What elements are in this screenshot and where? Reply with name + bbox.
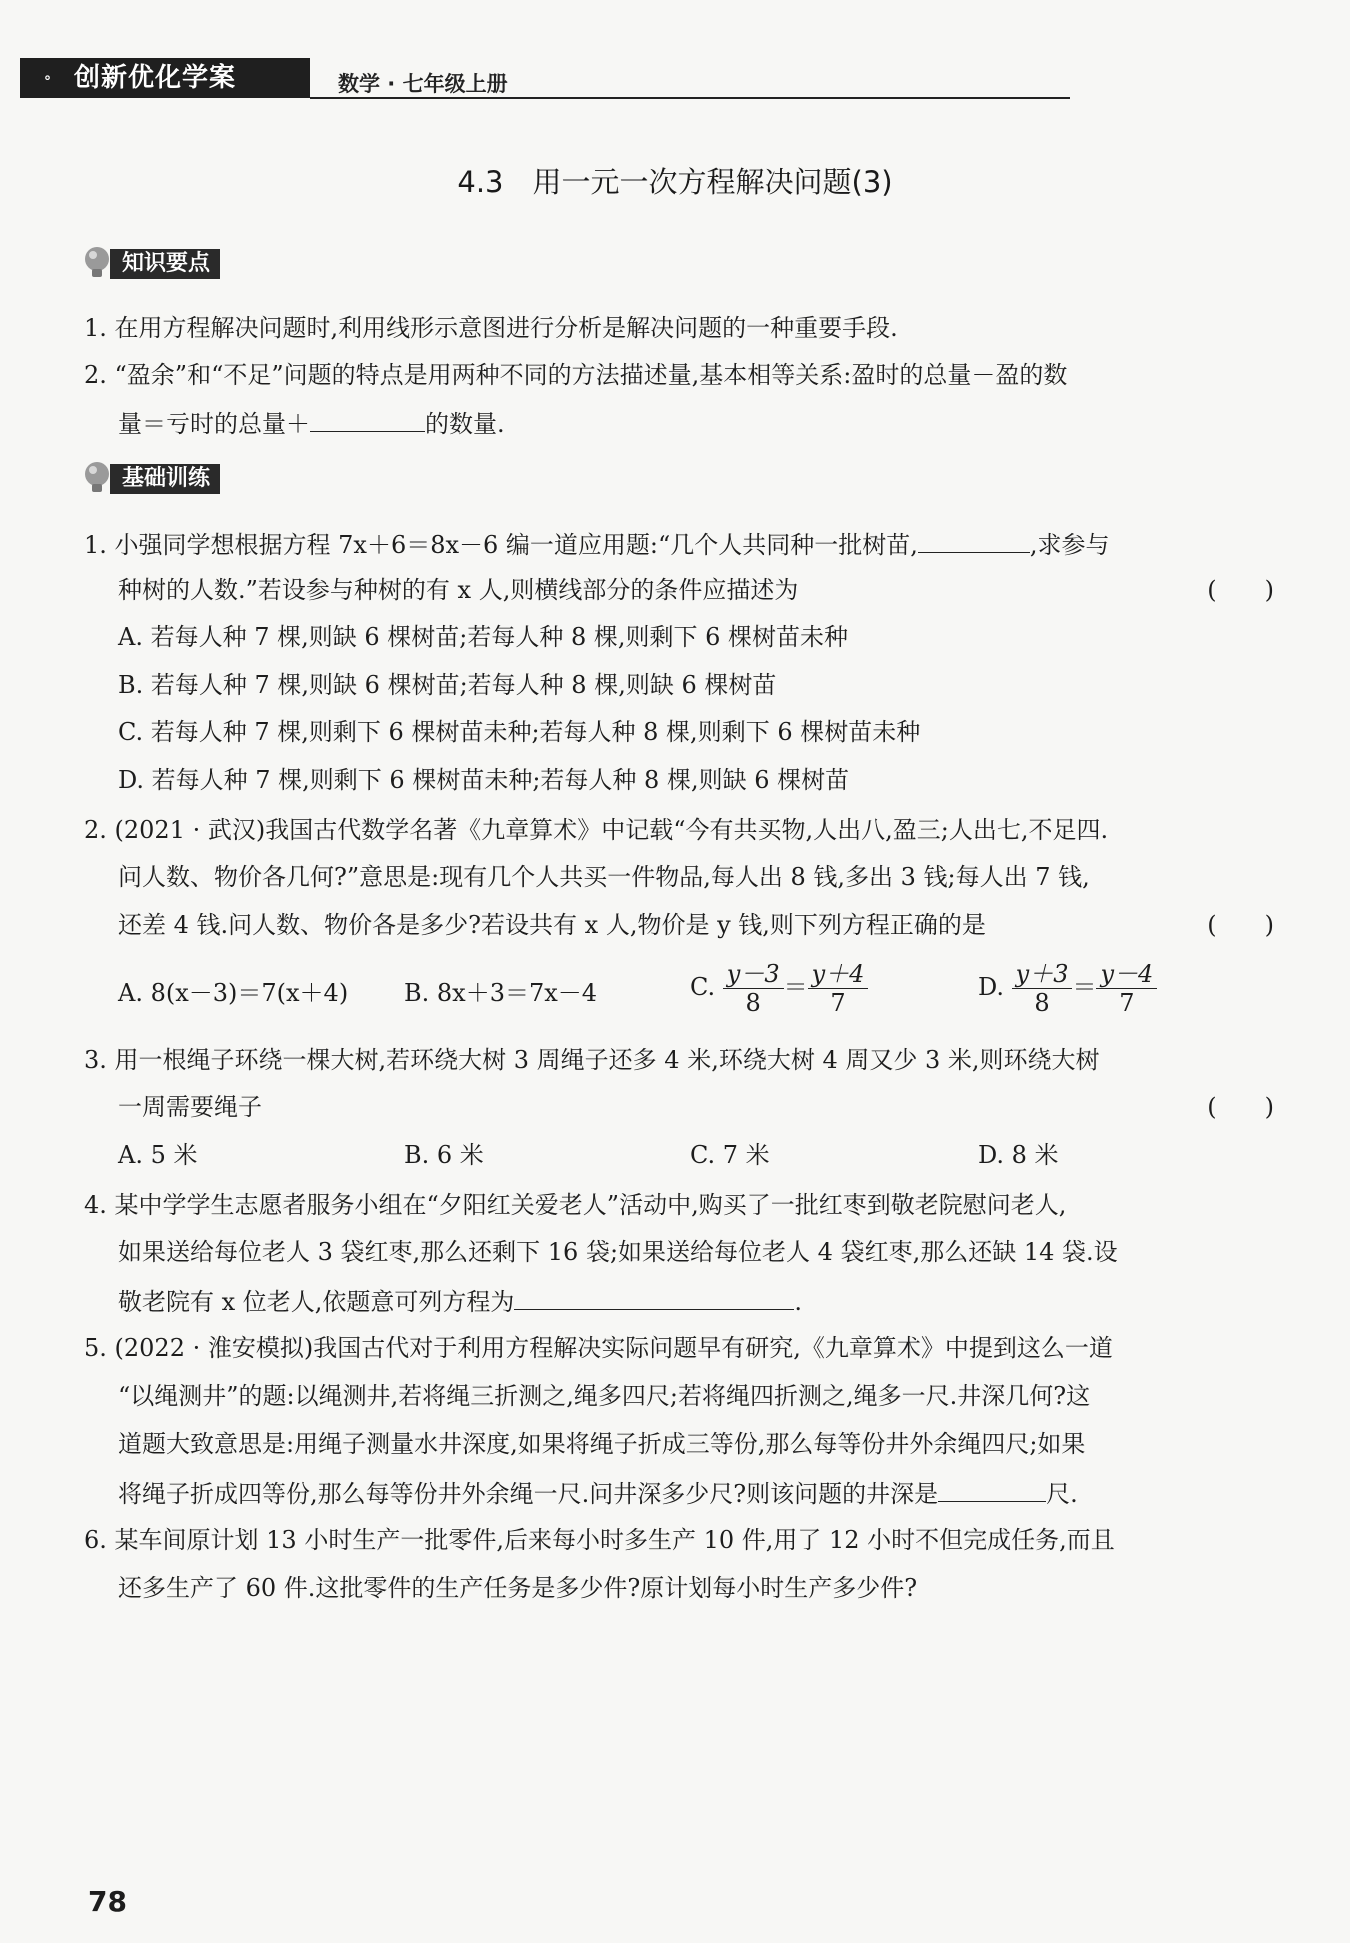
q5-text-tail: 尺. <box>1046 1480 1078 1508</box>
q4-line-3 <box>118 1285 1308 1317</box>
brand-dot-icon: ° <box>44 74 52 90</box>
q1-option-d[interactable]: D. 若每人种 7 棵,则剩下 6 棵树苗未种;若每人种 8 棵,则缺 6 棵树苗 <box>118 766 850 794</box>
knowledge-p2-tail: 的数量. <box>425 410 505 438</box>
denominator: 7 <box>1119 989 1135 1017</box>
q4-text-tail: . <box>794 1288 803 1316</box>
subject-label: 数学 · 七年级上册 <box>338 72 508 96</box>
denominator: 7 <box>830 989 846 1017</box>
q5-line-3: 道题大致意思是:用绳子测量水井深度,如果将绳子折成三等份,那么每等份井外余绳四尺;如果 <box>118 1430 1086 1458</box>
q1-option-b[interactable]: B. 若每人种 7 棵,则缺 6 棵树苗;若每人种 8 棵,则缺 6 棵树苗 <box>118 671 777 699</box>
answer-parentheses[interactable]: ( ) <box>1207 576 1274 604</box>
knowledge-point-1: 1. 在用方程解决问题时,利用线形示意图进行分析是解决问题的一种重要手段. <box>84 314 898 342</box>
q2-option-c[interactable] <box>690 960 868 1017</box>
brand-banner <box>20 58 310 98</box>
q1-text: 1. 小强同学想根据方程 7x＋6＝8x－6 编一道应用题:“几个人共同种一批树苗, <box>84 531 918 559</box>
q3-option-a[interactable]: A. 5 米 <box>118 1141 198 1169</box>
q5-line-2: “以绳测井”的题:以绳测井,若将绳三折测之,绳多四尺;若将绳四折测之,绳多一尺.井深几何?这 <box>118 1382 1091 1410</box>
q3-line-1: 3. 用一根绳子环绕一棵大树,若环绕大树 3 周绳子还多 4 米,环绕大树 4 周又少 3 米,则环绕大树 <box>84 1046 1100 1074</box>
numerator: y－4 <box>1096 960 1157 989</box>
answer-parentheses[interactable]: ( ) <box>1207 1093 1274 1121</box>
q1-option-c[interactable]: C. 若每人种 7 棵,则剩下 6 棵树苗未种;若每人种 8 棵,则剩下 6 棵树苗未种 <box>118 718 921 746</box>
fraction <box>1096 960 1157 1017</box>
q2-option-c-label: C. <box>690 973 716 1001</box>
answer-blank[interactable] <box>514 1285 794 1310</box>
q5-text-4: 将绳子折成四等份,那么每等份井外余绳一尺.问井深多少尺?则该问题的井深是 <box>118 1480 939 1508</box>
equals-sign: ＝ <box>783 973 808 1001</box>
q2-text-3: 还差 4 钱.问人数、物价各是多少?若设共有 x 人,物价是 y 钱,则下列方程正确的是 <box>118 911 986 939</box>
brand-label: 创新优化学案 <box>74 63 237 93</box>
q3-line-2 <box>118 1092 1274 1122</box>
q1-text-2: 种树的人数.”若设参与种树的有 x 人,则横线部分的条件应描述为 <box>118 576 799 604</box>
q5-line-1: 5. (2022 · 淮安模拟)我国古代对于利用方程解决实际问题早有研究,《九章算术》中提到这么一道 <box>84 1334 1113 1362</box>
q2-options <box>118 960 1308 1030</box>
knowledge-point-2-cont <box>118 407 1308 439</box>
knowledge-p2-text: 量＝亏时的总量＋ <box>118 410 310 438</box>
numerator: y＋4 <box>808 960 869 989</box>
q2-line-2: 问人数、物价各几何?”意思是:现有几个人共买一件物品,每人出 8 钱,多出 3 钱;每人出 7 钱, <box>118 863 1090 891</box>
q1-option-a[interactable]: A. 若每人种 7 棵,则缺 6 棵树苗;若每人种 8 棵,则剩下 6 棵树苗未种 <box>118 623 849 651</box>
numerator: y＋3 <box>1012 960 1073 989</box>
q4-text-3: 敬老院有 x 位老人,依题意可列方程为 <box>118 1288 515 1316</box>
page-header <box>20 58 1070 100</box>
q1-line-1 <box>84 528 1274 560</box>
knowledge-point-2: 2. “盈余”和“不足”问题的特点是用两种不同的方法描述量,基本相等关系:盈时的总量－盈的数 <box>84 361 1068 389</box>
q3-option-c[interactable]: C. 7 米 <box>690 1141 770 1169</box>
q1-line-2 <box>118 575 1274 605</box>
q5-line-4 <box>118 1477 1308 1509</box>
section-training-label: 基础训练 <box>110 464 220 494</box>
equals-sign: ＝ <box>1072 973 1097 1001</box>
q3-text-2: 一周需要绳子 <box>118 1093 262 1121</box>
q2-option-d[interactable] <box>978 960 1157 1017</box>
q2-option-a[interactable]: A. 8(x－3)＝7(x＋4) <box>118 979 349 1007</box>
q3-option-d[interactable]: D. 8 米 <box>978 1141 1059 1169</box>
fraction <box>808 960 869 1017</box>
section-knowledge-label: 知识要点 <box>110 249 220 279</box>
answer-blank[interactable] <box>918 528 1030 553</box>
page-title: 4.3 用一元一次方程解决问题(3) <box>457 165 893 199</box>
q2-line-1: 2. (2021 · 武汉)我国古代数学名著《九章算术》中记载“今有共买物,人出八,盈三;人出七,不足四. <box>84 816 1109 844</box>
q4-line-1: 4. 某中学学生志愿者服务小组在“夕阳红关爱老人”活动中,购买了一批红枣到敬老院慰问老人, <box>84 1191 1067 1219</box>
q2-option-b[interactable]: B. 8x＋3＝7x－4 <box>404 979 598 1007</box>
fraction <box>1012 960 1073 1017</box>
page-number: 78 <box>88 1885 127 1918</box>
q2-line-3 <box>118 910 1274 940</box>
answer-blank[interactable] <box>310 407 425 432</box>
q6-line-1: 6. 某车间原计划 13 小时生产一批零件,后来每小时多生产 10 件,用了 12 小时不但完成任务,而且 <box>84 1526 1115 1554</box>
denominator: 8 <box>745 989 761 1017</box>
denominator: 8 <box>1034 989 1050 1017</box>
q6-line-2: 还多生产了 60 件.这批零件的生产任务是多少件?原计划每小时生产多少件? <box>118 1574 918 1602</box>
header-divider <box>310 97 1070 99</box>
q3-option-b[interactable]: B. 6 米 <box>404 1141 484 1169</box>
numerator: y－3 <box>723 960 784 989</box>
fraction <box>723 960 784 1017</box>
q4-line-2: 如果送给每位老人 3 袋红枣,那么还剩下 16 袋;如果送给每位老人 4 袋红枣,那么还缺 14 袋.设 <box>118 1238 1118 1266</box>
answer-parentheses[interactable]: ( ) <box>1207 911 1274 939</box>
q1-text-tail: ,求参与 <box>1029 531 1110 559</box>
q2-option-d-label: D. <box>978 973 1005 1001</box>
answer-blank[interactable] <box>938 1477 1046 1502</box>
